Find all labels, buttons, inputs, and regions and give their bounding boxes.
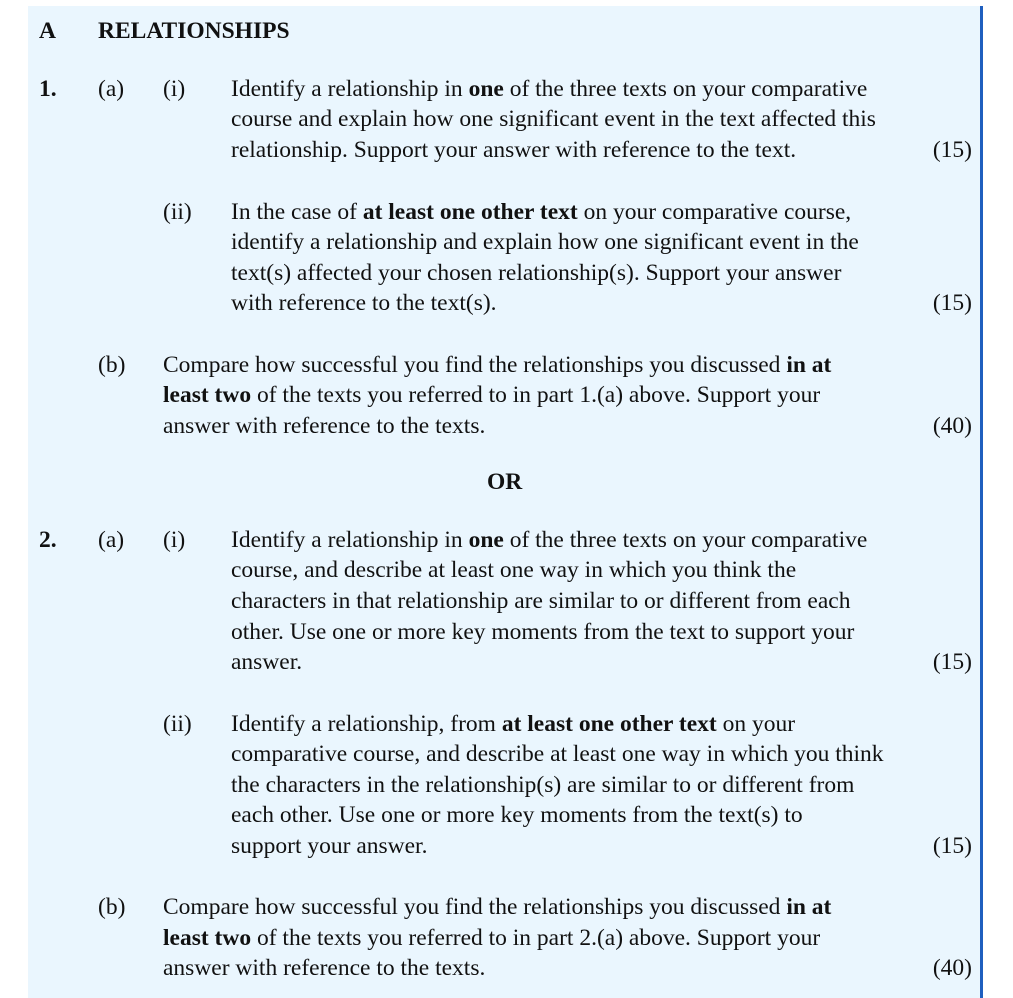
q1-a-label: (a) [98,76,125,102]
q2-a-ii-line-3: the characters in the relationship(s) are similar to or different from [231,772,855,798]
q1-b-line-1: Compare how successful you find the relationships you discussed in at [163,352,832,378]
q2-number: 2. [39,527,57,553]
q1-a-ii-marks: (15) [932,290,972,316]
q1-a-ii-line-4: with reference to the text(s). [231,290,497,316]
q1-a-ii-line-3: text(s) affected your chosen relationship(s). Support your answer [231,260,842,286]
q2-b-marks: (40) [932,955,972,981]
q2-b-line-3: answer with reference to the texts. [163,955,486,981]
q2-a-ii-marks: (15) [932,833,972,859]
q1-number: 1. [39,76,57,102]
q2-a-i-line-2: course, and describe at least one way in which you think the [231,557,797,583]
q2-a-i-line-5: answer. [231,649,303,675]
q1-b-line-2: least two of the texts you referred to in part 1.(a) above. Support your [163,382,821,408]
q1-a-ii-label: (ii) [163,199,192,225]
q2-a-i-line-4: other. Use one or more key moments from the text to support your [231,619,855,645]
q2-b-label: (b) [98,894,126,920]
q2-a-ii-line-5: support your answer. [231,833,428,859]
section-letter: A [39,18,56,44]
or-separator: OR [487,469,523,495]
q1-a-ii-line-2: identify a relationship and explain how one significant event in the [231,229,859,255]
q1-a-i-line-3: relationship. Support your answer with reference to the text. [231,137,797,163]
q2-b-line-1: Compare how successful you find the relationships you discussed in at [163,894,832,920]
q1-b-marks: (40) [932,413,972,439]
q2-a-i-line-1: Identify a relationship in one of the three texts on your comparative [231,527,868,553]
q2-a-i-label: (i) [163,527,186,553]
q1-a-i-label: (i) [163,76,186,102]
q2-a-label: (a) [98,527,125,553]
q1-a-i-marks: (15) [932,137,972,163]
q2-a-ii-line-1: Identify a relationship, from at least one other text on your [231,711,796,737]
q2-a-ii-line-4: each other. Use one or more key moments from the text(s) to [231,802,803,828]
section-title: RELATIONSHIPS [98,18,290,44]
q1-a-i-line-1: Identify a relationship in one of the three texts on your comparative [231,76,868,102]
q2-a-ii-line-2: comparative course, and describe at least one way in which you think [231,741,884,767]
q2-a-i-line-3: characters in that relationship are similar to or different from each [231,588,851,614]
q2-a-i-marks: (15) [932,649,972,675]
q1-a-ii-line-1: In the case of at least one other text on your comparative course, [231,199,852,225]
q1-a-i-line-2: course and explain how one significant event in the text affected this [231,106,876,132]
q1-b-label: (b) [98,352,126,378]
right-border-rule [980,6,983,998]
q1-b-line-3: answer with reference to the texts. [163,413,486,439]
q2-a-ii-label: (ii) [163,711,192,737]
q2-b-line-2: least two of the texts you referred to in part 2.(a) above. Support your [163,925,821,951]
